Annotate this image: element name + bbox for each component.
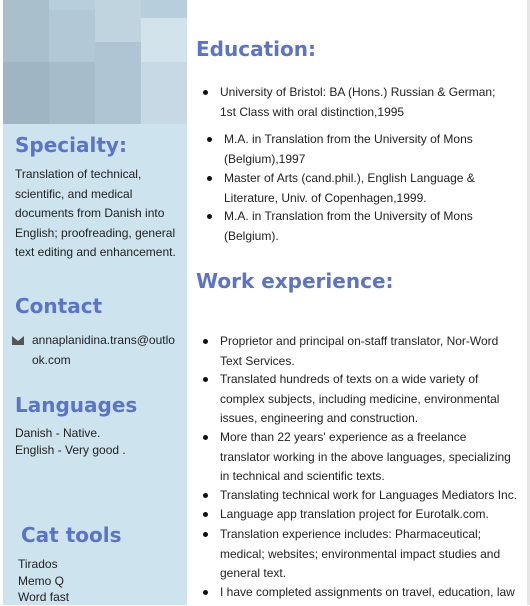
work-item: Translated hundreds of texts on a wide variety of complex subjects, including medicine, environmental issues, engineering and construction.	[220, 370, 512, 429]
education-item: M.A. in Translation from the University of Mons (Belgium).	[224, 207, 499, 246]
profile-photo-blurred	[3, 0, 187, 124]
work-item: Translating technical work for Languages Mediators Inc.	[220, 486, 520, 506]
language-item: Danish - Native.	[15, 426, 101, 440]
cat-tool-item: Word fast	[18, 590, 70, 604]
contact-heading: Contact	[15, 294, 103, 318]
work-item: Proprietor and principal on-staff translator, Nor-Word Text Services.	[220, 332, 512, 371]
languages-list	[15, 425, 180, 459]
specialty-text: Translation of technical, scientific, and medical documents from Danish into English; proofreading, general text editing and enhancement.	[15, 167, 176, 259]
cat-tool-item: Memo Q	[18, 573, 65, 588]
work-item: Translation experience includes: Pharmaceutical; medical; websites; environmental impact studies and general text.	[220, 525, 505, 584]
work-item: More than 22 years' experience as a freelance translator working in the above languages, specializing in technical and scientific texts.	[220, 428, 512, 487]
language-item: English - Very good .	[15, 443, 126, 457]
education-heading: Education:	[196, 37, 316, 61]
cat-tools-list	[18, 556, 178, 606]
specialty-heading: Specialty:	[15, 133, 127, 157]
education-item: Master of Arts (cand.phil.), English Language & Literature, Univ. of Copenhagen,1999.	[224, 169, 499, 208]
work-item: I have completed assignments on travel, education, law	[220, 583, 520, 603]
education-item: University of Bristol: BA (Hons.) Russian & German; 1st Class with oral distinction,1995	[220, 83, 500, 122]
cat-tools-heading: Cat tools	[21, 523, 122, 547]
contact-email[interactable]: annaplanidina.trans@outlook.com	[32, 333, 175, 367]
education-item: M.A. in Translation from the University of Mons (Belgium),1997	[224, 130, 499, 169]
work-item: Language app translation project for Eurotalk.com.	[220, 505, 520, 525]
mail-icon	[12, 336, 24, 345]
languages-heading: Languages	[15, 393, 138, 417]
work-experience-heading: Work experience:	[196, 269, 394, 293]
cat-tool-item: Tirados	[18, 557, 58, 571]
